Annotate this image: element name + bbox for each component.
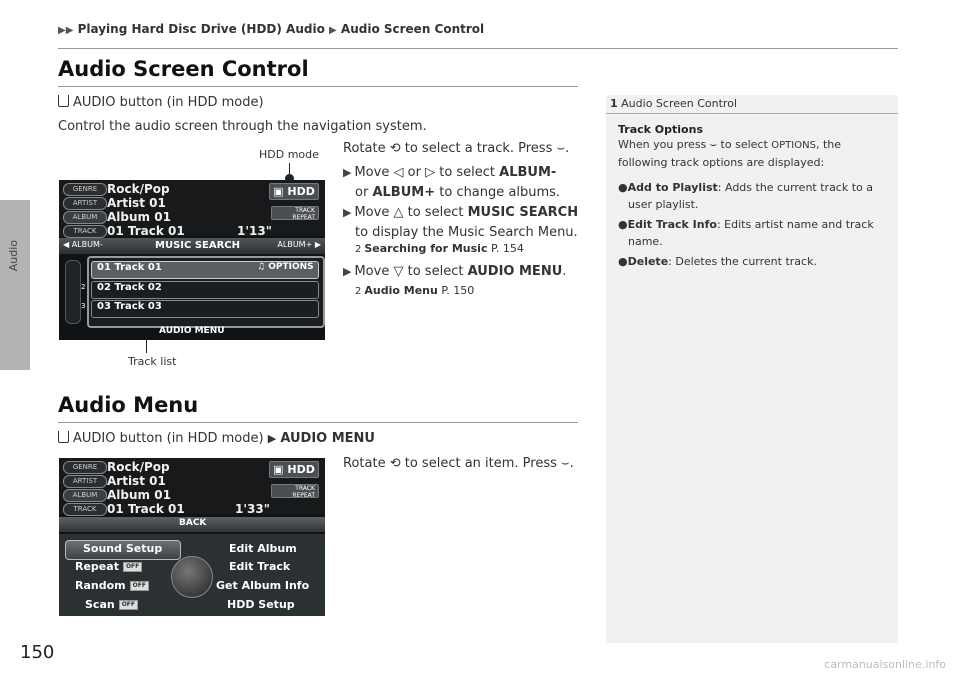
menu-item-scan[interactable]: Scan OFF: [85, 596, 138, 613]
track-item[interactable]: 02 Track 02: [97, 282, 162, 293]
bullet-icon: ●: [618, 218, 628, 231]
track-repeat-button[interactable]: TRACK REPEAT: [271, 484, 319, 498]
section-title: Audio Screen Control: [58, 57, 309, 81]
audio-menu-button[interactable]: AUDIO MENU: [159, 326, 225, 336]
note-heading: 1 Audio Screen Control: [610, 97, 737, 110]
move-right-icon: ▷: [425, 165, 436, 180]
header-rule: [58, 48, 898, 49]
track-item[interactable]: 03 Track 03: [97, 301, 162, 312]
album-value: Album 01: [107, 488, 171, 502]
move-left-icon: ◁: [393, 165, 404, 180]
note-bullet: ●Edit Track Info: Edits artist name and track name.: [618, 218, 874, 248]
bullet-icon: ●: [618, 181, 628, 194]
options-button[interactable]: ♫ OPTIONS: [257, 262, 314, 272]
intro-text: Control the audio screen through the navigation system.: [58, 119, 427, 134]
press-enter-icon: ⌣: [561, 456, 570, 471]
album-tag: ALBUM: [63, 489, 107, 502]
album-tag: ALBUM: [63, 211, 107, 224]
track-time: 1'33": [235, 502, 270, 516]
track-list: [81, 256, 325, 328]
artist-tag: ARTIST: [63, 197, 107, 210]
artist-tag: ARTIST: [63, 475, 107, 488]
reference-icon: 2: [355, 286, 362, 297]
step-arrow-icon: ▶: [343, 265, 352, 278]
genre-tag: GENRE: [63, 183, 107, 196]
menu-item-repeat[interactable]: Repeat OFF: [75, 558, 142, 575]
rotate-dial-icon: ⟲: [389, 456, 401, 471]
step-album: ▶ Move ◁ or ▷ to select ALBUM- or ALBUM+ to change albums.: [343, 165, 561, 200]
music-search-button[interactable]: MUSIC SEARCH: [155, 240, 240, 251]
reference-icon: 2: [355, 244, 362, 255]
track-value: 01 Track 01: [107, 502, 185, 516]
page-number: 150: [20, 642, 55, 663]
artist-value: Artist 01: [107, 474, 166, 488]
breadcrumb: [58, 22, 484, 36]
track-item[interactable]: 01 Track 01: [97, 262, 162, 273]
genre-value: Rock/Pop: [107, 182, 170, 196]
album-plus-button[interactable]: ALBUM+ ▶: [277, 240, 321, 249]
audio-screen-2: [59, 458, 325, 616]
genre-value: Rock/Pop: [107, 460, 170, 474]
menu-item-edit-album[interactable]: Edit Album: [229, 542, 297, 555]
step-audio-menu: ▶ Move ▽ to select AUDIO MENU.: [343, 262, 566, 282]
section-title: Audio Menu: [58, 393, 199, 417]
genre-tag: GENRE: [63, 461, 107, 474]
cross-reference[interactable]: 2 Searching for Music P. 154: [355, 242, 524, 255]
note-intro: When you press ⌣ to select OPTIONS, the following track options are displayed:: [618, 138, 841, 169]
hdd-icon: ▣: [273, 185, 284, 198]
album-minus-button[interactable]: ◀ ALBUM-: [63, 240, 103, 249]
rotate-dial-icon: ⟲: [389, 141, 401, 156]
chapter-side-tab: [0, 200, 30, 370]
note-bullet: ●Add to Playlist: Adds the current track to a user playlist.: [618, 181, 874, 211]
track-value: 01 Track 01: [107, 224, 185, 238]
track-tag: TRACK: [63, 225, 107, 238]
album-value: Album 01: [107, 210, 171, 224]
audio-screen-1: [59, 180, 325, 340]
note-rule: [606, 113, 898, 114]
track-repeat-button[interactable]: TRACK REPEAT: [271, 206, 319, 220]
note-title: Track Options: [618, 123, 703, 136]
breadcrumb-arrow-icon: ▶: [329, 25, 337, 36]
track-number: 3: [81, 302, 86, 310]
hdd-icon: ▣: [273, 463, 284, 476]
hdd-mode-button[interactable]: ▣ HDD: [269, 183, 319, 200]
move-up-icon: △: [393, 205, 404, 220]
track-time: 1'13": [237, 224, 272, 238]
button-path: AUDIO button (in HDD mode) ▶ AUDIO MENU: [58, 431, 375, 446]
artist-value: Artist 01: [107, 196, 166, 210]
breadcrumb-item: Audio Screen Control: [340, 22, 485, 36]
menu-item-sound-setup[interactable]: Sound Setup: [83, 542, 163, 555]
menu-item-edit-track[interactable]: Edit Track: [229, 560, 291, 573]
rotate-instruction: Rotate ⟲ to select an item. Press ⌣.: [343, 456, 574, 471]
path-arrow-icon: ▶: [267, 432, 277, 445]
back-button[interactable]: BACK: [179, 518, 207, 528]
note-icon: 1: [610, 97, 618, 110]
menu-item-hdd-setup[interactable]: HDD Setup: [227, 598, 295, 611]
chapter-side-label: Audio: [7, 240, 20, 272]
press-enter-icon: ⌣: [709, 138, 718, 151]
watermark: carmanualsonline.info: [824, 658, 946, 671]
cross-reference[interactable]: 2 Audio Menu P. 150: [355, 284, 475, 297]
breadcrumb-arrow-icon: ▶▶: [58, 25, 74, 36]
menu-item-random[interactable]: Random OFF: [75, 577, 149, 594]
press-enter-icon: ⌣: [556, 141, 566, 156]
home-button-icon: [58, 431, 69, 443]
note-bullet: ●Delete: Deletes the current track.: [618, 255, 817, 268]
bullet-icon: ●: [618, 255, 628, 268]
step-music-search: ▶ Move △ to select MUSIC SEARCH to display the Music Search Menu.: [343, 205, 579, 240]
options-icon: ♫: [257, 262, 266, 272]
track-number: 2: [81, 283, 86, 291]
rotary-knob-icon: [171, 556, 213, 598]
rotate-instruction: Rotate ⟲ to select a track. Press ⌣.: [343, 141, 570, 156]
callout-hdd-mode: HDD mode: [259, 148, 319, 161]
menu-item-get-album-info[interactable]: Get Album Info: [216, 579, 310, 592]
section-rule: [58, 86, 578, 87]
button-path: AUDIO button (in HDD mode): [58, 95, 264, 110]
step-arrow-icon: ▶: [343, 206, 352, 219]
step-arrow-icon: ▶: [343, 166, 352, 179]
hdd-mode-button[interactable]: ▣ HDD: [269, 461, 319, 478]
callout-track-list: Track list: [128, 355, 177, 368]
breadcrumb-item: Playing Hard Disc Drive (HDD) Audio: [77, 22, 325, 36]
move-down-icon: ▽: [393, 264, 404, 279]
side-note-panel: [606, 95, 898, 643]
home-button-icon: [58, 95, 69, 107]
section-rule: [58, 422, 578, 423]
track-tag: TRACK: [63, 503, 107, 516]
